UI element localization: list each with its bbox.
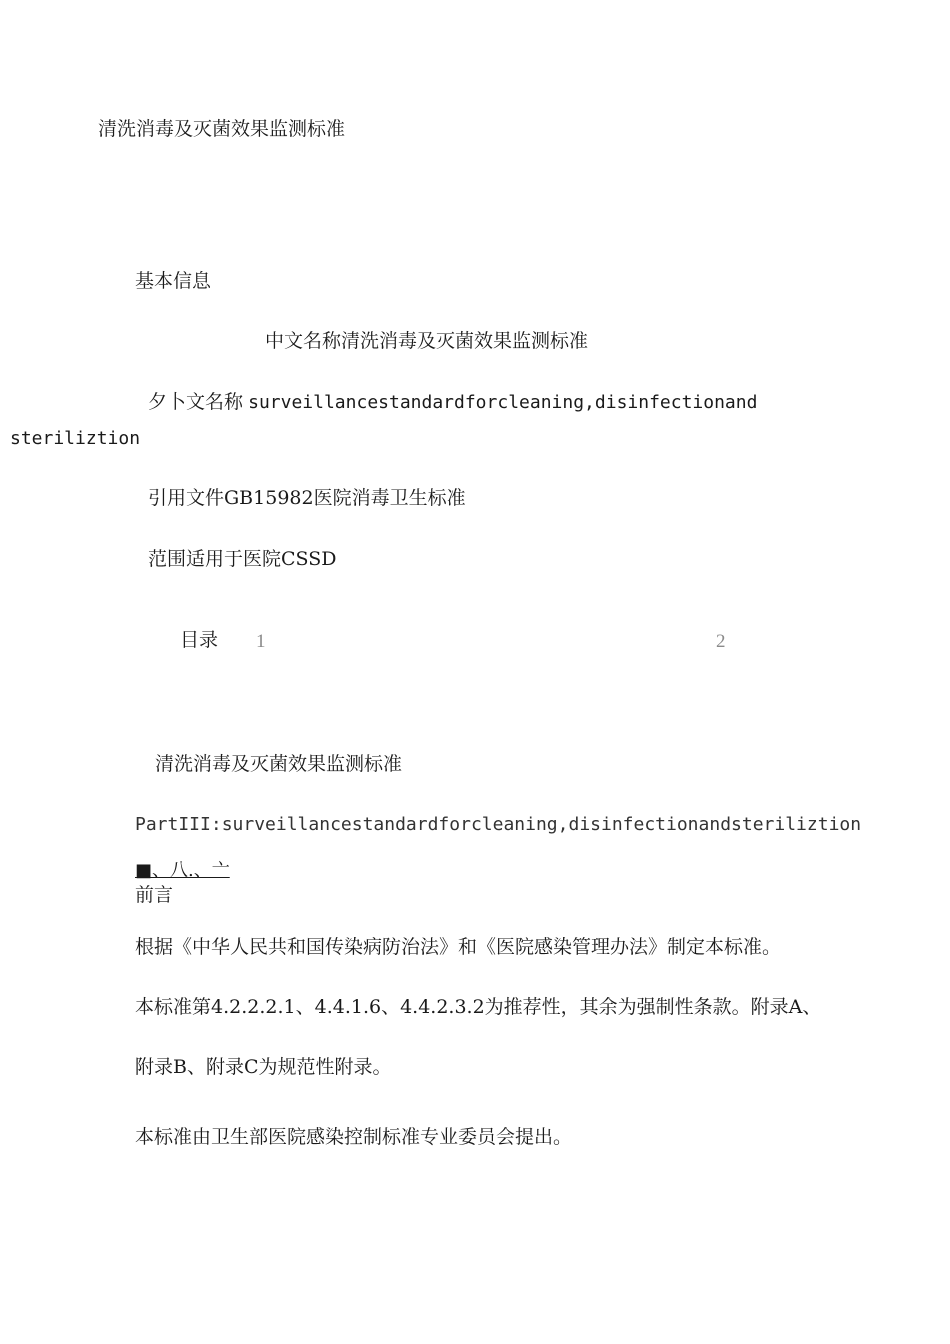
foreign-name-value: surveillancestandardforcleaning,disinfectionand <box>248 392 758 413</box>
document-title: 清洗消毒及灭菌效果监测标准 <box>98 118 346 140</box>
toc-entry-2: 2 <box>716 631 726 652</box>
foreign-name-line <box>148 393 757 412</box>
preface-paragraph-2: 本标准第4.2.2.2.1、4.4.1.6、4.4.2.3.2为推荐性，其余为强制性条款。附录A、 <box>135 996 822 1018</box>
garbled-marker: ■、八.、亠 <box>135 860 230 881</box>
toc-label: 目录 <box>180 629 219 651</box>
scope-line: 范围适用于医院CSSD <box>148 548 337 570</box>
preface-paragraph-3: 附录B、附录C为规范性附录。 <box>135 1056 392 1078</box>
toc-entry-1: 1 <box>256 631 266 652</box>
chinese-name-line: 中文名称清洗消毒及灭菌效果监测标准 <box>265 330 589 352</box>
foreign-name-label: 夕卜文名称 <box>148 391 244 413</box>
preface-heading: 前言 <box>135 884 174 906</box>
basic-info-heading: 基本信息 <box>135 270 212 292</box>
foreign-name-continuation: steriliztion <box>10 428 141 449</box>
preface-paragraph-4: 本标准由卫生部医院感染控制标准专业委员会提出。 <box>135 1126 573 1148</box>
section-title: 清洗消毒及灭菌效果监测标准 <box>155 753 403 775</box>
section-subtitle: PartIII:surveillancestandardforcleaning,disinfectionandsteriliztion <box>135 814 862 835</box>
preface-paragraph-1: 根据《中华人民共和国传染病防治法》和《医院感染管理办法》制定本标准。 <box>135 936 782 958</box>
reference-line: 引用文件GB15982医院消毒卫生标准 <box>148 487 466 509</box>
